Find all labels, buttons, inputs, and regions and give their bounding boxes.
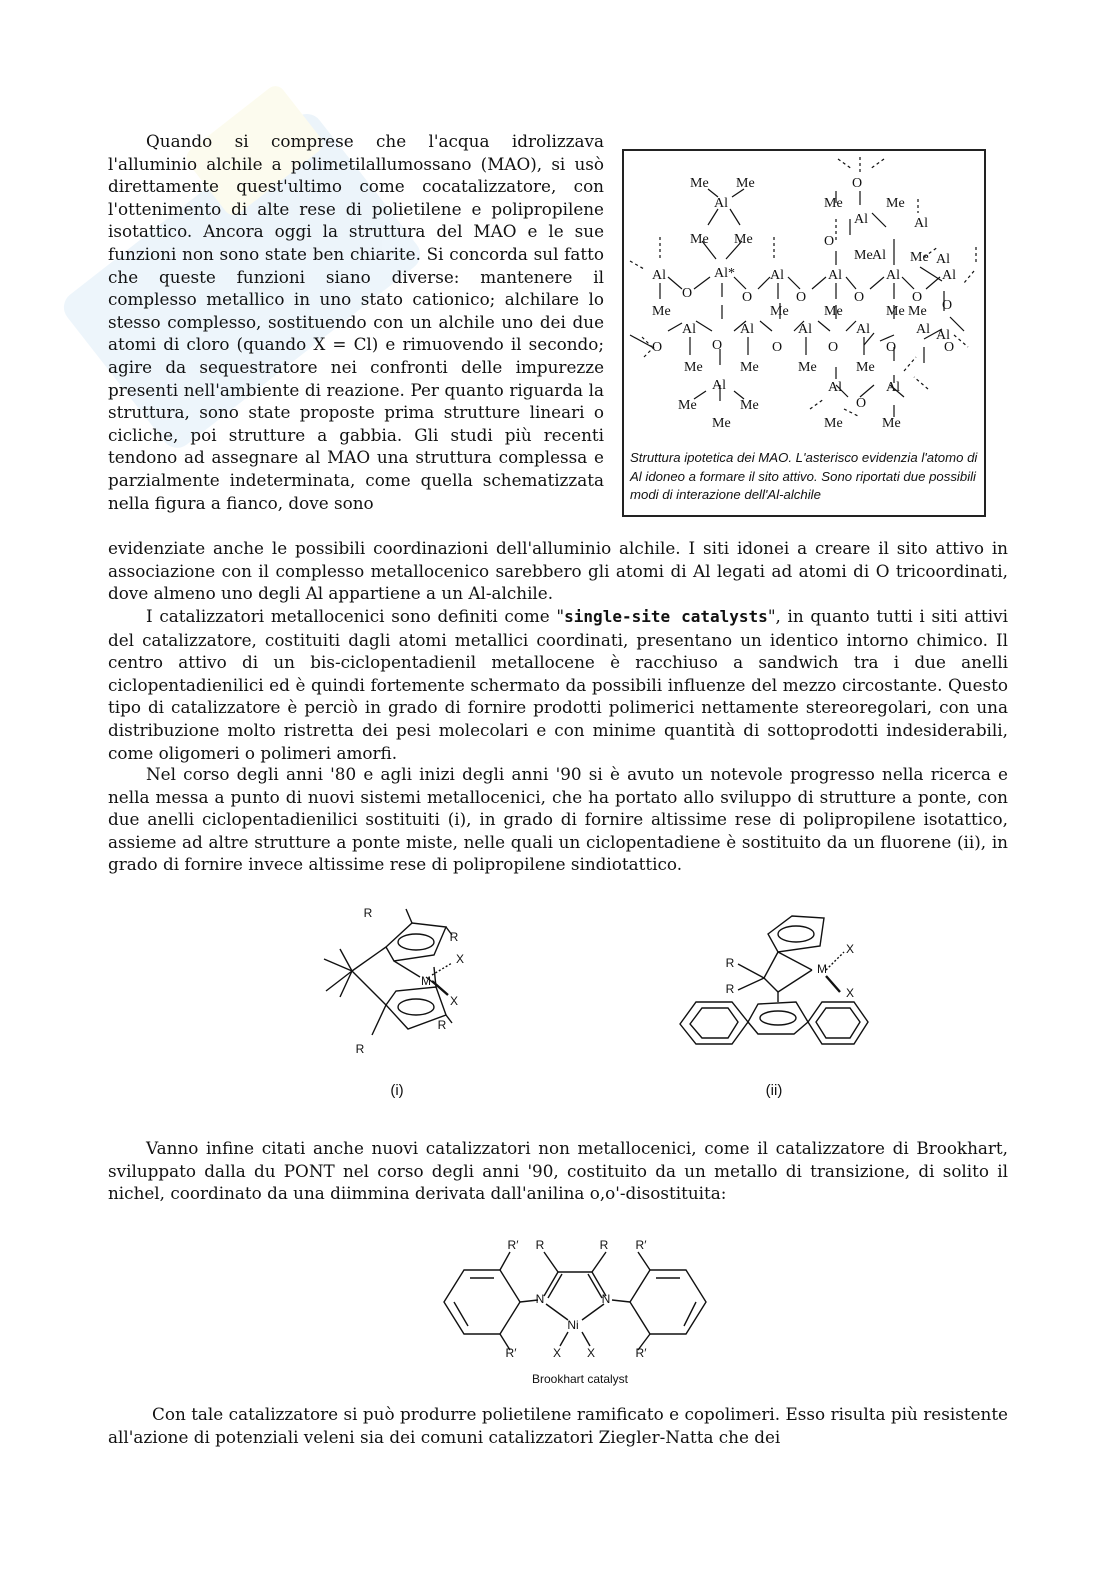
structure-ii-x2: X bbox=[845, 986, 854, 1000]
svg-text:Al: Al bbox=[856, 322, 870, 337]
mao-structure-figure bbox=[622, 149, 986, 517]
structure-i-label: (i) bbox=[390, 1082, 404, 1099]
mao-structure-diagram bbox=[624, 151, 984, 451]
svg-text:Al: Al bbox=[714, 196, 728, 211]
svg-text:O: O bbox=[852, 176, 863, 191]
svg-text:O: O bbox=[712, 338, 723, 353]
svg-text:O: O bbox=[886, 340, 897, 355]
svg-text:O: O bbox=[854, 290, 865, 305]
svg-text:Me: Me bbox=[886, 304, 905, 319]
structure-i-x2: X bbox=[449, 994, 458, 1008]
brookhart-r-prime-1: R′ bbox=[507, 1238, 519, 1252]
svg-text:Me: Me bbox=[824, 416, 843, 431]
brookhart-r-2: R bbox=[599, 1238, 609, 1252]
svg-text:Me: Me bbox=[824, 304, 843, 319]
structure-ii-r1: R bbox=[725, 956, 735, 970]
svg-text:Al: Al bbox=[914, 216, 928, 231]
svg-text:Al: Al bbox=[828, 380, 842, 395]
svg-text:Al: Al bbox=[936, 252, 950, 267]
svg-text:Me: Me bbox=[740, 398, 759, 413]
mao-figure-caption: Struttura ipotetica dei MAO. L'asterisco evidenzia l'atomo di Al idoneo a formare il sito attivo. Sono riportati due possibili modi di interazione dell'Al-alchile bbox=[630, 450, 978, 502]
svg-text:Me: Me bbox=[908, 304, 927, 319]
brookhart-n-2: N bbox=[601, 1292, 611, 1306]
brookhart-x-1: X bbox=[552, 1346, 561, 1360]
svg-text:Me: Me bbox=[910, 250, 929, 265]
svg-text:Al: Al bbox=[828, 268, 842, 283]
structure-ii-r2: R bbox=[725, 982, 735, 996]
para2-text-b: ", in quanto tutti i siti attivi del catalizzatore, costituiti dagli atomi metallici coordinati, presentano un identico intorno chimico. Il centro attivo di un bis-ciclopentadienil metallocene è racchiuso a sandwich tra i due anelli ciclopentadienilici ed è quindi fortemente schermato da possibili influenze del mezzo circostante. Questo tipo di catalizzatore è perciò in grado di fornire prodotti polimerici nettamente stereoregolari, con una distribuzione molto ristretta dei pesi molecolari e con minime quantità di sottoprodotti indesiderabili, come oligomeri o polimeri amorfi. bbox=[108, 606, 1008, 763]
structure-i-m: M bbox=[421, 974, 431, 988]
paragraph-brookhart: Vanno infine citati anche nuovi catalizzatori non metallocenici, come il catalizzatore di Brookhart, sviluppato dalla du PONT nel corso degli anni '90, costituito da un metallo di transizione, di solito il nichel, coordinato da una diimmina derivata dall'anilina o,o'-disostituita: bbox=[108, 1138, 1008, 1204]
svg-text:Al: Al bbox=[886, 380, 900, 395]
svg-text:Me: Me bbox=[740, 360, 759, 375]
svg-text:O: O bbox=[944, 340, 955, 355]
svg-text:Me: Me bbox=[736, 176, 755, 191]
single-site-term: single-site catalysts bbox=[564, 607, 768, 626]
structure-ii-diagram bbox=[674, 906, 874, 1056]
svg-text:Al: Al bbox=[712, 378, 726, 393]
structure-ii-label: (ii) bbox=[765, 1082, 783, 1099]
brookhart-r-prime-2: R′ bbox=[635, 1238, 647, 1252]
svg-text:O: O bbox=[824, 234, 835, 249]
structure-i-r1: R bbox=[363, 906, 373, 920]
svg-text:Me: Me bbox=[824, 196, 843, 211]
svg-text:Al: Al bbox=[872, 248, 886, 263]
svg-text:Al: Al bbox=[770, 268, 784, 283]
svg-text:O: O bbox=[912, 290, 923, 305]
svg-text:Al: Al bbox=[942, 268, 956, 283]
svg-text:Al*: Al* bbox=[714, 266, 735, 281]
svg-text:Me: Me bbox=[678, 398, 697, 413]
para2-text-a: I catalizzatori metallocenici sono definiti come " bbox=[146, 606, 565, 626]
svg-text:O: O bbox=[682, 286, 693, 301]
svg-text:Al: Al bbox=[936, 328, 950, 343]
brookhart-r-prime-3: R′ bbox=[505, 1346, 517, 1360]
brookhart-caption: Brookhart catalyst bbox=[531, 1372, 629, 1386]
svg-text:O: O bbox=[652, 340, 663, 355]
paragraph-mao-continuation: evidenziate anche le possibili coordinazioni dell'alluminio alchile. I siti idonei a creare il sito attivo in associazione con il complesso metallocenico sarebbero gli atomi di Al legati ad atomi di O tricoordinati, dove almeno uno degli Al appartiene a un Al-alchile. bbox=[108, 538, 1008, 604]
paragraph-single-site bbox=[108, 605, 1008, 764]
svg-text:Me: Me bbox=[712, 416, 731, 431]
svg-text:Al: Al bbox=[798, 322, 812, 337]
brookhart-catalyst-diagram bbox=[440, 1238, 710, 1368]
svg-text:Me: Me bbox=[690, 176, 709, 191]
structure-i-x1: X bbox=[455, 952, 464, 966]
svg-text:Al: Al bbox=[682, 322, 696, 337]
structure-ii-m: M bbox=[817, 962, 827, 976]
brookhart-ni: Ni bbox=[567, 1318, 579, 1332]
svg-text:O: O bbox=[856, 396, 867, 411]
brookhart-r-1: R bbox=[535, 1238, 545, 1252]
brookhart-n-1: N bbox=[535, 1292, 545, 1306]
brookhart-x-2: X bbox=[586, 1346, 595, 1360]
brookhart-r-prime-4: R′ bbox=[635, 1346, 647, 1360]
paragraph-brookhart-properties: Con tale catalizzatore si può produrre polietilene ramificato e copolimeri. Esso risulta più resistente all'azione di potenziali veleni sia dei comuni catalizzatori Ziegler-Natta che dei bbox=[108, 1404, 1008, 1447]
svg-text:Me: Me bbox=[770, 304, 789, 319]
svg-text:Me: Me bbox=[690, 232, 709, 247]
svg-text:Al: Al bbox=[740, 322, 754, 337]
svg-text:Al: Al bbox=[652, 268, 666, 283]
paragraph-bridged-structures: Nel corso degli anni '80 e agli inizi degli anni '90 si è avuto un notevole progresso nella ricerca e nella messa a punto di nuovi sistemi metallocenici, che ha portato allo sviluppo di strutture a ponte, con due anelli ciclopentadienilici sostituiti (i), in grado di fornire altissime rese di polipropilene isotattico, assieme ad altre strutture a ponte miste, nelle quali un ciclopentadiene è sostituito da un fluorene (ii), in grado di fornire invece altissime rese di polipropilene sindiotattico. bbox=[108, 764, 1008, 875]
svg-text:Al: Al bbox=[854, 212, 868, 227]
svg-text:Me: Me bbox=[854, 248, 873, 263]
svg-text:Al: Al bbox=[886, 268, 900, 283]
svg-text:O: O bbox=[942, 298, 953, 313]
svg-text:Al: Al bbox=[916, 322, 930, 337]
svg-text:O: O bbox=[742, 290, 753, 305]
structure-i-r2: R bbox=[449, 930, 459, 944]
structure-i-diagram bbox=[316, 905, 486, 1065]
svg-text:Me: Me bbox=[856, 360, 875, 375]
svg-text:Me: Me bbox=[882, 416, 901, 431]
structure-i-r4: R bbox=[355, 1042, 365, 1056]
svg-text:Me: Me bbox=[734, 232, 753, 247]
svg-text:Me: Me bbox=[652, 304, 671, 319]
svg-text:Me: Me bbox=[886, 196, 905, 211]
structure-i-r3: R bbox=[437, 1018, 447, 1032]
svg-text:O: O bbox=[796, 290, 807, 305]
paragraph-mao-intro: Quando si comprese che l'acqua idrolizzava l'alluminio alchile a polimetilallumossano (MAO), si usò direttamente quest'ultimo come cocatalizzatore, con l'ottenimento di alte rese di polietilene e polipropilene isotattico. Ancora oggi la struttura del MAO e le sue funzioni non sono state ben chiarite. Si concorda sul fatto che queste funzioni siano diverse: mantenere il complesso metallico in uno stato cationico; alchilare lo stesso complesso, sostituendo con un alchile uno dei due atomi di cloro (quando X = Cl) e rimuovendo il secondo; agire da sequestratore nei confronti delle impurezze presenti nell'ambiente di reazione. Per quanto riguarda la struttura, sono state proposte prima strutture lineari o cicliche, poi strutture a gabbia. Gli studi più recenti tendono ad assegnare al MAO una struttura complessa e parzialmente indeterminata, come quella schematizzata nella figura a fianco, dove sono bbox=[108, 131, 604, 513]
svg-text:O: O bbox=[772, 340, 783, 355]
svg-text:Me: Me bbox=[798, 360, 817, 375]
svg-text:O: O bbox=[828, 340, 839, 355]
svg-text:Me: Me bbox=[684, 360, 703, 375]
structure-ii-x1: X bbox=[845, 942, 854, 956]
